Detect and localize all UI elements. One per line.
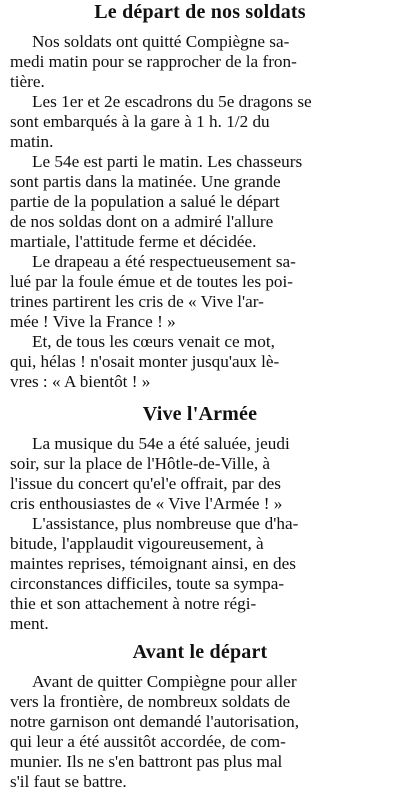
text-line: maintes reprises, témoignant ainsi, en des [10,554,296,573]
article-depart-soldats [0,0,400,392]
text-line: Le 54e est parti le matin. Les chasseurs [32,152,303,171]
text-line: ment. [10,614,49,633]
text-line: vers la frontière, de nombreux soldats de [10,692,291,711]
text-line: circonstances difficiles, toute sa sympa- [10,574,285,593]
text-line: medi matin pour se rapprocher de la fron- [10,52,297,71]
text-line: partie de la population a salué le départ [10,192,280,211]
text-line: mée ! Vive la France ! » [10,312,176,331]
paragraph [10,32,394,92]
text-line: L'assistance, plus nombreuse que d'ha- [32,514,299,533]
text-line: s'il faut se battre. [10,772,127,791]
paragraph [10,672,394,792]
article-title: Le départ de nos soldats [94,1,306,23]
paragraph [10,92,394,152]
text-line: matin. [10,132,54,151]
text-line: de nos soldas dont on a admiré l'allure [10,212,274,231]
paragraph [10,514,394,634]
paragraph [10,434,394,514]
text-line: soir, sur la place de l'Hôtle-de-Ville, à [10,454,271,473]
text-line: munier. Ils ne s'en battront pas plus mal [10,752,283,771]
text-line: qui leur a été aussitôt accordée, de com- [10,732,286,751]
text-line: notre garnison ont demandé l'autorisation, [10,712,300,731]
text-line: La musique du 54e a été saluée, jeudi [32,434,290,453]
paragraph [10,152,394,252]
text-line: l'issue du concert qu'el'e offrait, par des [10,474,281,493]
text-line: lué par la foule émue et de toutes les poi- [10,272,294,291]
article-title: Vive l'Armée [142,403,258,425]
text-line: thie et son attachement à notre régi- [10,594,257,613]
paragraph [10,252,394,332]
text-line: sont partis dans la matinée. Une grande [10,172,281,191]
text-line: Et, de tous les cœurs venait ce mot, [32,332,275,351]
article-title: Avant le départ [132,641,268,663]
text-line: martiale, l'attitude ferme et décidée. [10,232,257,251]
paragraph [10,332,394,392]
text-line: tière. [10,72,45,91]
text-line: vres : « A bientôt ! » [10,372,151,391]
text-line: Nos soldats ont quitté Compiègne sa- [32,32,290,51]
text-line: qui, hélas ! n'osait monter jusqu'aux lè- [10,352,280,371]
text-line: sont embarqués à la gare à 1 h. 1/2 du [10,112,270,131]
text-line: Avant de quitter Compiègne pour aller [32,672,297,691]
text-line: trines partirent les cris de « Vive l'ar- [10,292,264,311]
text-line: bitude, l'applaudit vigoureusement, à [10,534,264,553]
article-avant-depart [0,640,400,792]
text-line: cris enthousiastes de « Vive l'Armée ! » [10,494,283,513]
text-line: Le drapeau a été respectueusement sa- [32,252,296,271]
text-line: Les 1er et 2e escadrons du 5e dragons se [32,92,312,111]
article-vive-armee [0,402,400,634]
